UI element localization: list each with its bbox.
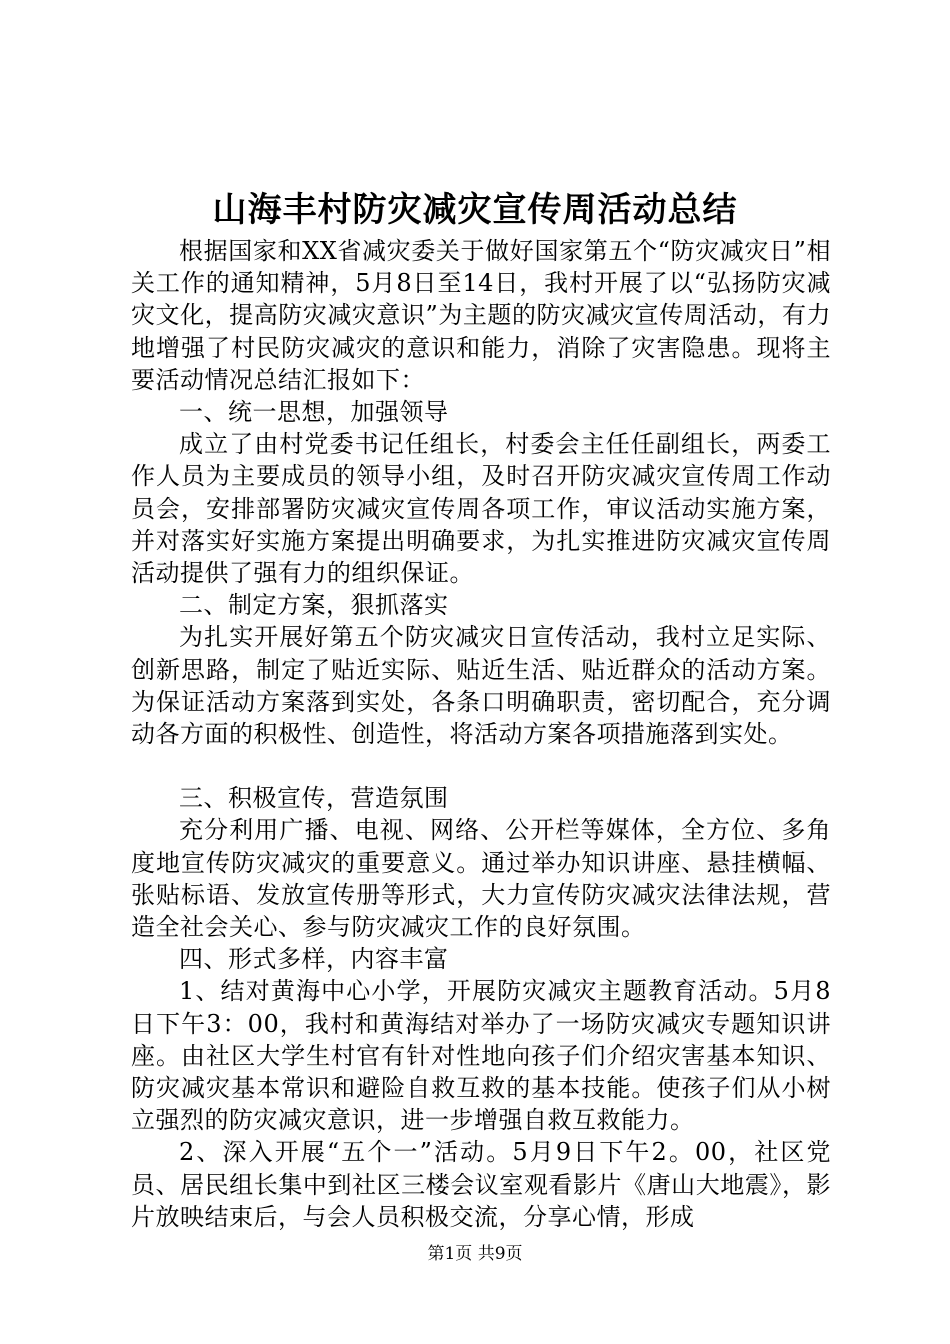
- page-footer: 第1页 共9页: [427, 1244, 523, 1264]
- section-heading-4: 四、形式多样，内容丰富: [179, 945, 449, 974]
- paragraph-section-3: 充分利用广播、电视、网络、公开栏等媒体，全方位、多角度地宣传防灾减灾的重要意义。通过举办知识讲座、悬挂横幅、张贴标语、发放宣传册等形式，大力宣传防灾减灾法律法规，营造全社会关心、参与防灾减灾工作的良好氛围。: [131, 816, 831, 942]
- paragraph-section-2: 为扎实开展好第五个防灾减灾日宣传活动，我村立足实际、创新思路，制定了贴近实际、贴近生活、贴近群众的活动方案。为保证活动方案落到实处，各条口明确职责，密切配合，充分调动各方面的积极性、创造性，将活动方案各项措施落到实处。: [131, 623, 831, 749]
- paragraph-item-2: 2、深入开展“五个一”活动。5月9日下午2。00，社区党员、居民组长集中到社区三楼会议室观看影片《唐山大地震》，影片放映结束后，与会人员积极交流，分享心情，形成: [131, 1138, 831, 1231]
- paragraph-section-1: 成立了由村党委书记任组长，村委会主任任副组长，两委工作人员为主要成员的领导小组，及时召开防灾减灾宣传周工作动员会，安排部署防灾减灾宣传周各项工作，审议活动实施方案，并对落实好实施方案提出明确要求，为扎实推进防灾减灾宣传周活动提供了强有力的组织保证。: [131, 430, 831, 588]
- section-heading-2: 二、制定方案，狠抓落实: [179, 591, 449, 620]
- document-title: 山海丰村防灾减灾宣传周活动总结: [212, 190, 738, 230]
- paragraph-intro: 根据国家和XX省减灾委关于做好国家第五个“防灾减灾日”相关工作的通知精神，5月8日至14日，我村开展了以“弘扬防灾减灾文化，提高防灾减灾意识”为主题的防灾减灾宣传周活动，有力地增强了村民防灾减灾的意识和能力，消除了灾害隐患。现将主要活动情况总结汇报如下：: [131, 237, 831, 394]
- document-body: [131, 235, 831, 1233]
- section-heading-3: 三、积极宣传，营造氛围: [179, 784, 449, 813]
- paragraph-item-1: 1、结对黄海中心小学，开展防灾减灾主题教育活动。5月8日下午3：00，我村和黄海结对举办了一场防灾减灾专题知识讲座。由社区大学生村官有针对性地向孩子们介绍灾害基本知识、防灾减灾基本常识和避险自救互救的基本技能。使孩子们从小树立强烈的防灾减灾意识，进一步增强自救互救能力。: [131, 977, 831, 1135]
- section-heading-1: 一、统一思想，加强领导: [179, 398, 449, 427]
